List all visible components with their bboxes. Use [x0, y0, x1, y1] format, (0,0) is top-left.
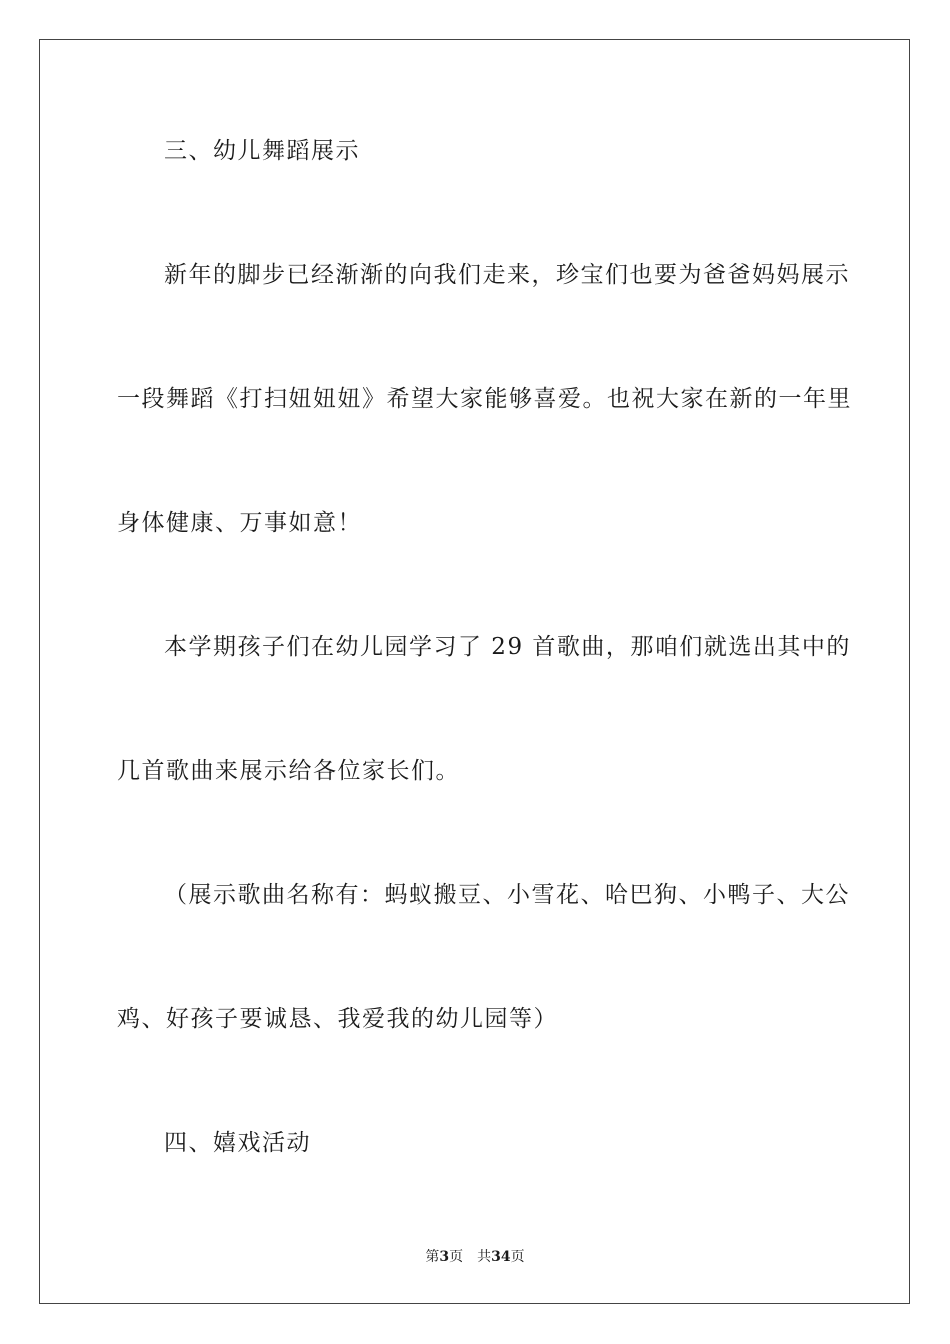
paragraph-line: 鸡、好孩子要诚恳、我爱我的幼儿园等） [117, 1006, 558, 1032]
section-heading-dance: 三、幼儿舞蹈展示 [164, 138, 360, 164]
page-frame [39, 39, 910, 1304]
footer-page-prefix: 第 [425, 1249, 440, 1265]
paragraph-line: 本学期孩子们在幼儿园学习了 29 首歌曲，那咱们就选出其中的 [164, 634, 851, 660]
paragraph-line: 一段舞蹈《打扫妞妞妞》希望大家能够喜爱。也祝大家在新的一年里 [117, 386, 852, 412]
footer-page-number: 3 [439, 1249, 450, 1265]
page-footer [0, 1248, 950, 1266]
footer-total-suffix: 页 [510, 1249, 525, 1265]
paragraph-line: 新年的脚步已经渐渐的向我们走来，珍宝们也要为爸爸妈妈展示 [164, 262, 850, 288]
paragraph-line: 身体健康、万事如意！ [117, 510, 362, 536]
footer-total-pages: 34 [491, 1249, 511, 1265]
paragraph-line: （展示歌曲名称有：蚂蚁搬豆、小雪花、哈巴狗、小鸭子、大公 [164, 882, 850, 908]
paragraph-line: 几首歌曲来展示给各位家长们。 [117, 758, 460, 784]
footer-page-suffix: 页 [449, 1249, 464, 1265]
section-heading-activity: 四、嬉戏活动 [164, 1130, 311, 1156]
footer-total-prefix: 共 [477, 1249, 492, 1265]
